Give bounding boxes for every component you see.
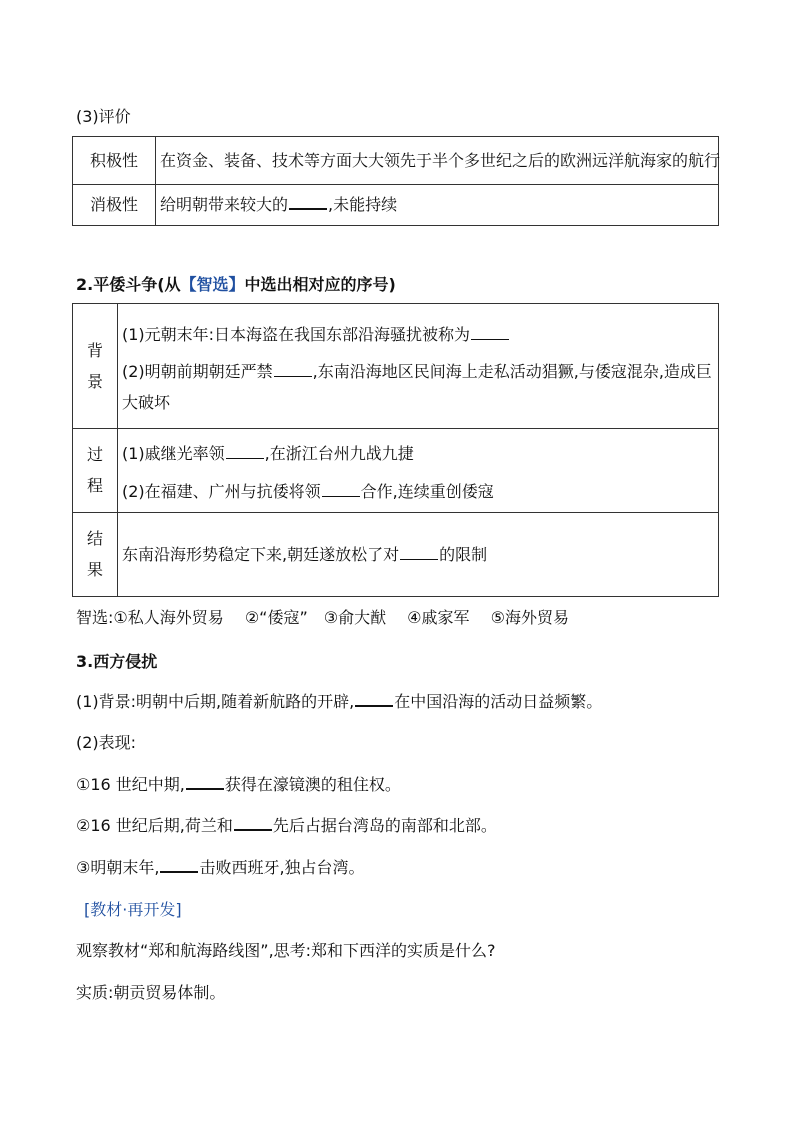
section3-item-1: ①16 世纪中期, 获得在濠镜澳的租住权。 <box>76 775 401 794</box>
smart-select-tag: 【智选】 <box>180 275 245 294</box>
textbook-answer: 实质:朝贡贸易体制。 <box>76 983 226 1002</box>
fill-blank <box>186 774 224 790</box>
fill-blank <box>226 444 264 459</box>
section2-heading: 2.平倭斗争(从【智选】中选出相对应的序号) <box>76 275 396 294</box>
evaluation-heading: (3)评价 <box>76 107 131 126</box>
table-row <box>73 513 719 597</box>
anti-pirate-table <box>72 303 719 597</box>
section3-item-3: ③明朝末年, 击败西班牙,独占台湾。 <box>76 858 365 877</box>
fill-blank <box>274 362 312 377</box>
table-row <box>73 304 719 429</box>
textbook-tag: [教材·再开发] <box>84 900 182 919</box>
fill-blank <box>234 815 272 831</box>
result-label: 结 果 <box>73 513 118 597</box>
process-label: 过 程 <box>73 429 118 513</box>
smart-select-options: 智选:①私人海外贸易 ②“倭寇” ③俞大猷 ④戚家军 ⑤海外贸易 <box>76 608 569 627</box>
background-label: 背 景 <box>73 304 118 429</box>
fill-blank <box>471 325 509 340</box>
table-row <box>73 185 719 226</box>
fill-blank <box>355 691 393 707</box>
section3-item-2: ②16 世纪后期,荷兰和 先后占据台湾岛的南部和北部。 <box>76 816 497 835</box>
fill-blank <box>322 482 360 497</box>
section3-manifest-heading: (2)表现: <box>76 733 137 752</box>
fill-blank <box>289 194 327 210</box>
positive-text: 在资金、装备、技术等方面大大领先于半个多世纪之后的欧洲远洋航海家的航行 <box>156 137 719 185</box>
negative-text: 给明朝带来较大的 ,未能持续 <box>156 185 719 226</box>
fill-blank <box>160 857 198 873</box>
section3-heading: 3.西方侵扰 <box>76 652 158 671</box>
process-content: (1)戚继光率领 ,在浙江台州九战九捷 (2)在福建、广州与抗倭将领 合作,连续重创倭寇 <box>118 429 719 513</box>
result-content: 东南沿海形势稳定下来,朝廷遂放松了对 的限制 <box>118 513 719 597</box>
positive-label: 积极性 <box>73 137 156 185</box>
table-row <box>73 137 719 185</box>
section3-background: (1)背景:明朝中后期,随着新航路的开辟, 在中国沿海的活动日益频繁。 <box>76 692 603 711</box>
background-content: (1)元朝末年:日本海盗在我国东部沿海骚扰被称为 (2)明朝前期朝廷严禁 ,东南沿海地区民间海上走私活动猖獗,与倭寇混杂,造成巨大破坏 <box>118 304 719 429</box>
textbook-question: 观察教材“郑和航海路线图”,思考:郑和下西洋的实质是什么? <box>76 941 496 960</box>
evaluation-table <box>72 136 719 226</box>
table-row <box>73 429 719 513</box>
fill-blank <box>400 545 438 560</box>
negative-label: 消极性 <box>73 185 156 226</box>
